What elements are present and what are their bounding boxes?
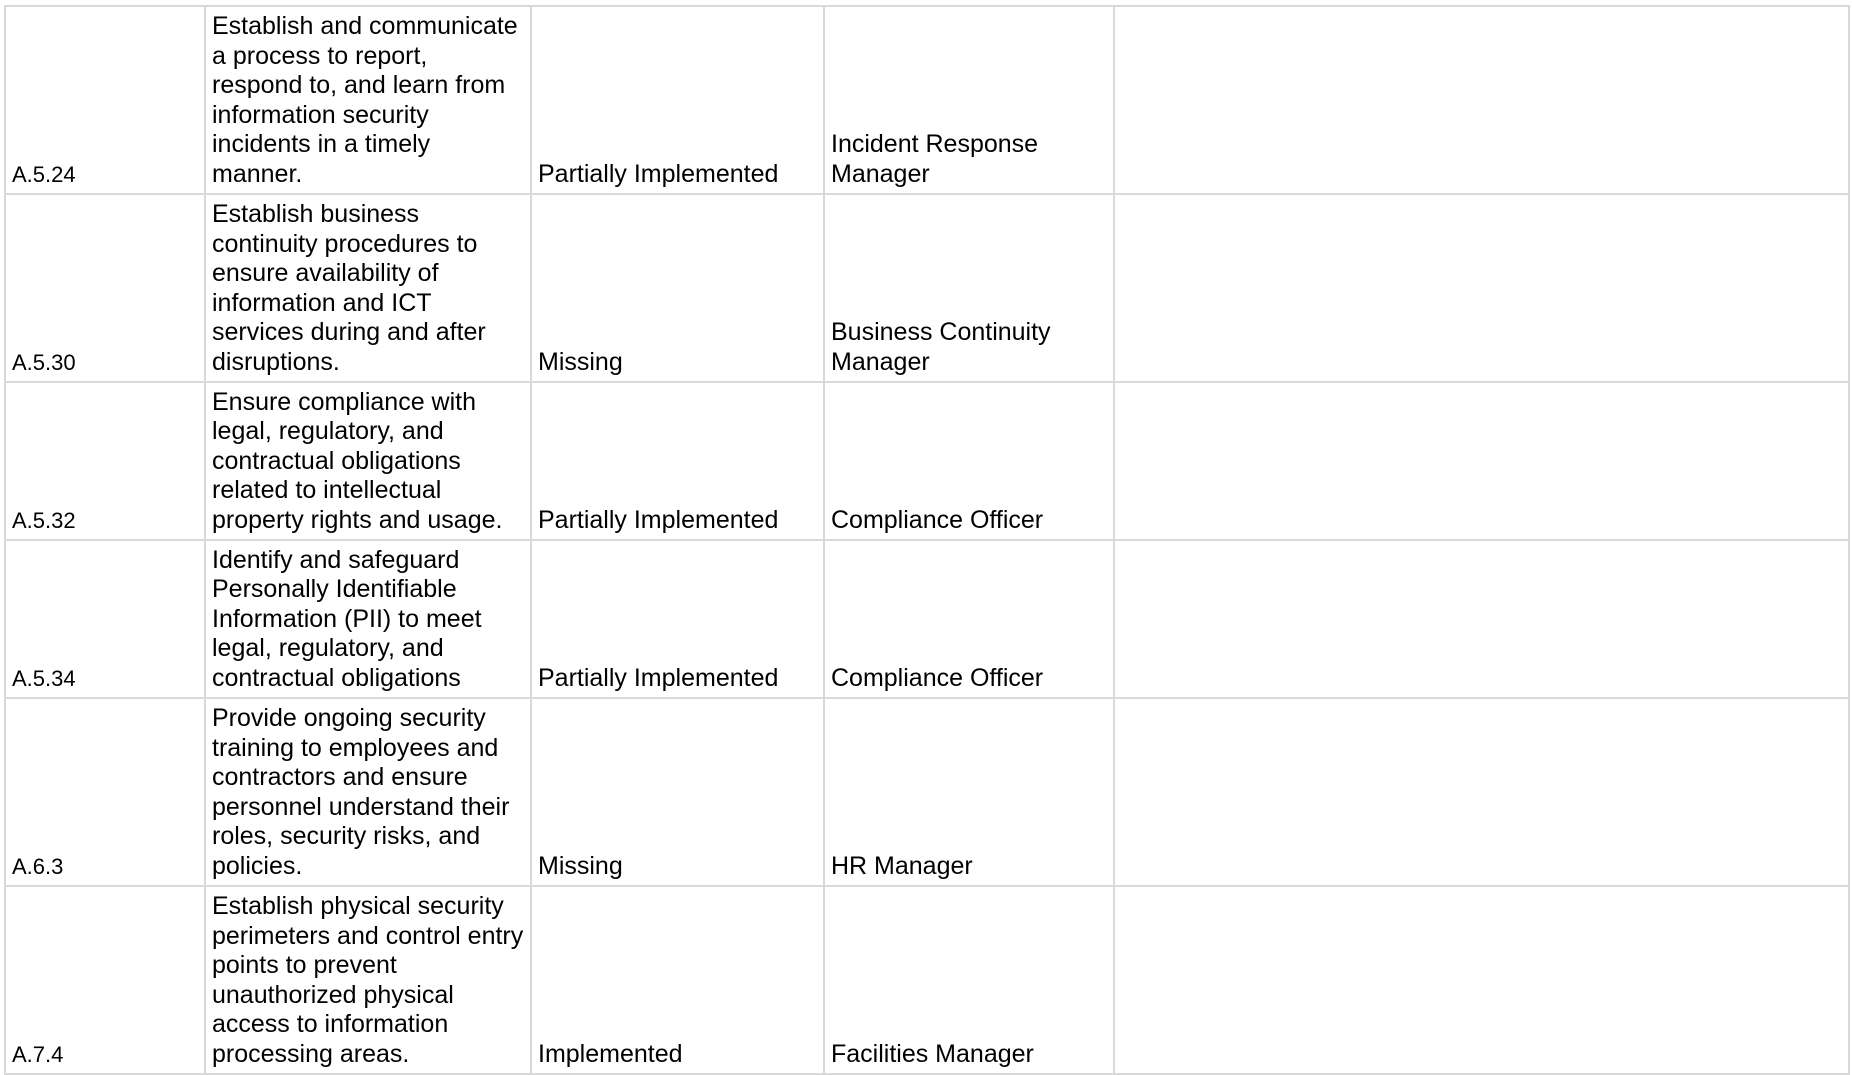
control-id-cell[interactable]: A.5.34 bbox=[5, 540, 205, 698]
status-cell[interactable]: Missing bbox=[531, 698, 824, 886]
empty-cell[interactable] bbox=[1114, 194, 1849, 382]
table-row bbox=[5, 540, 1849, 698]
control-id-cell[interactable]: A.5.30 bbox=[5, 194, 205, 382]
empty-cell[interactable] bbox=[1114, 6, 1849, 194]
controls-table bbox=[4, 5, 1850, 1075]
description-cell[interactable]: Identify and safeguard Personally Identifiable Information (PII) to meet legal, regulatory, and contractual obligations bbox=[205, 540, 531, 698]
description-cell[interactable]: Establish business continuity procedures to ensure availability of information and ICT services during and after disruptions. bbox=[205, 194, 531, 382]
owner-cell[interactable]: Business Continuity Manager bbox=[824, 194, 1114, 382]
empty-cell[interactable] bbox=[1114, 886, 1849, 1074]
owner-cell[interactable]: Compliance Officer bbox=[824, 382, 1114, 540]
owner-cell[interactable]: Incident Response Manager bbox=[824, 6, 1114, 194]
table-row bbox=[5, 886, 1849, 1074]
status-cell[interactable]: Partially Implemented bbox=[531, 540, 824, 698]
control-id-cell[interactable]: A.6.3 bbox=[5, 698, 205, 886]
owner-cell[interactable]: Compliance Officer bbox=[824, 540, 1114, 698]
description-cell[interactable]: Establish and communicate a process to report, respond to, and learn from information security incidents in a timely manner. bbox=[205, 6, 531, 194]
status-cell[interactable]: Partially Implemented bbox=[531, 6, 824, 194]
table-row bbox=[5, 698, 1849, 886]
table-row bbox=[5, 382, 1849, 540]
empty-cell[interactable] bbox=[1114, 382, 1849, 540]
status-cell[interactable]: Missing bbox=[531, 194, 824, 382]
status-cell[interactable]: Implemented bbox=[531, 886, 824, 1074]
description-cell[interactable]: Provide ongoing security training to employees and contractors and ensure personnel understand their roles, security risks, and policies. bbox=[205, 698, 531, 886]
owner-cell[interactable]: Facilities Manager bbox=[824, 886, 1114, 1074]
status-cell[interactable]: Partially Implemented bbox=[531, 382, 824, 540]
owner-cell[interactable]: HR Manager bbox=[824, 698, 1114, 886]
description-cell[interactable]: Establish physical security perimeters and control entry points to prevent unauthorized physical access to information processing areas. bbox=[205, 886, 531, 1074]
empty-cell[interactable] bbox=[1114, 540, 1849, 698]
table-row bbox=[5, 194, 1849, 382]
control-id-cell[interactable]: A.7.4 bbox=[5, 886, 205, 1074]
control-id-cell[interactable]: A.5.24 bbox=[5, 6, 205, 194]
description-cell[interactable]: Ensure compliance with legal, regulatory, and contractual obligations related to intellectual property rights and usage. bbox=[205, 382, 531, 540]
control-id-cell[interactable]: A.5.32 bbox=[5, 382, 205, 540]
table-row bbox=[5, 6, 1849, 194]
empty-cell[interactable] bbox=[1114, 698, 1849, 886]
